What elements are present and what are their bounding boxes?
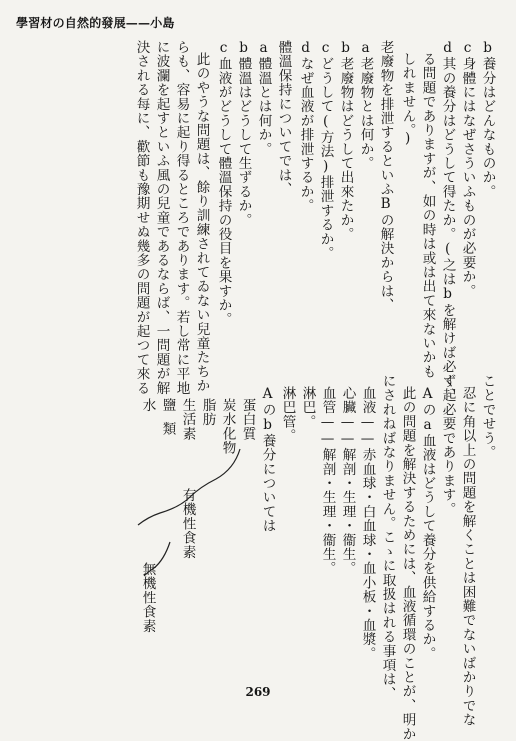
text-column: 忍に角以上の問題を解くことは困難でないばかりでな: [459, 386, 476, 727]
text-column: b養分はどんなものか。: [479, 40, 496, 199]
text-column: a體溫とは何か。: [255, 40, 272, 156]
text-column: 淋巴。: [299, 386, 316, 429]
page-number: 269: [245, 685, 271, 699]
text-column: c血液がどうして體溫保持の役目を果すか。: [215, 40, 232, 327]
text-column: 此のやうな問題は、餘り訓練されてゐない兒童たちか: [193, 52, 210, 393]
text-column: 血管——解剖・生理・衞生。: [319, 386, 336, 576]
running-header: 學習材の自然的發展——小島: [16, 16, 175, 30]
text-column: 決される每に、歡節も豫期せぬ幾多の問題が起つて來る: [133, 40, 150, 395]
text-column: にされねばなりません。こゝに取扱はれる事項は、: [379, 374, 396, 701]
nutrient-item: 脂肪: [199, 398, 216, 427]
nutrient-item: 鹽類: [159, 398, 176, 446]
inorganic-label: 無機性食素: [139, 562, 156, 633]
text-column: る問題でありますが、如の時は或は出て來ないかも: [419, 52, 436, 379]
text-column: 此の問題を解決するためには、血液循環のことが、明か: [399, 386, 416, 741]
text-column: b體溫はどうして生ずるか。: [235, 40, 252, 227]
nutrient-item: 水: [139, 398, 156, 413]
text-column: に波瀾を起すといふ風の兒童であるならば、一問題が解: [153, 40, 170, 395]
text-column: Aのb養分については: [259, 386, 276, 533]
text-column: c身體にはなぜさういふものが必要か。: [459, 40, 476, 298]
text-column: 淋巴管。: [279, 386, 296, 443]
text-column: d其の養分はどうして得たか。(之はbを解けば必ず起: [439, 40, 456, 403]
text-column: く、必要であります。: [439, 374, 456, 516]
text-column: 老廢物を排泄するといふBの解決からは、: [377, 40, 394, 313]
text-column: cどうして(方法)排泄するか。: [317, 40, 334, 261]
text-column: a老廢物とは何か。: [357, 40, 374, 171]
nutrient-item: 生活素: [179, 398, 196, 441]
text-column: dなぜ血液が排泄するか。: [297, 40, 314, 213]
nutrient-item: 蛋白質: [239, 398, 256, 441]
text-column: Aのa血液はどうして養分を供給するか。: [419, 386, 436, 661]
text-column: 體溫保持についてでは、: [275, 40, 292, 197]
text-column: 血液——赤血球・白血球・血小板・血漿。: [359, 386, 376, 661]
text-column: ことでせう。: [479, 374, 496, 460]
text-column: らも、容易に起り得るところであります。若し常に平地: [173, 40, 190, 395]
organic-label: 有機性食素: [179, 488, 196, 559]
text-column: 心臟——解剖・生理・衞生。: [339, 386, 356, 576]
text-column: b老廢物はどうして出來たか。: [337, 40, 354, 242]
nutrient-item: 炭水化物: [219, 398, 236, 455]
text-column: しれません。): [399, 52, 416, 147]
